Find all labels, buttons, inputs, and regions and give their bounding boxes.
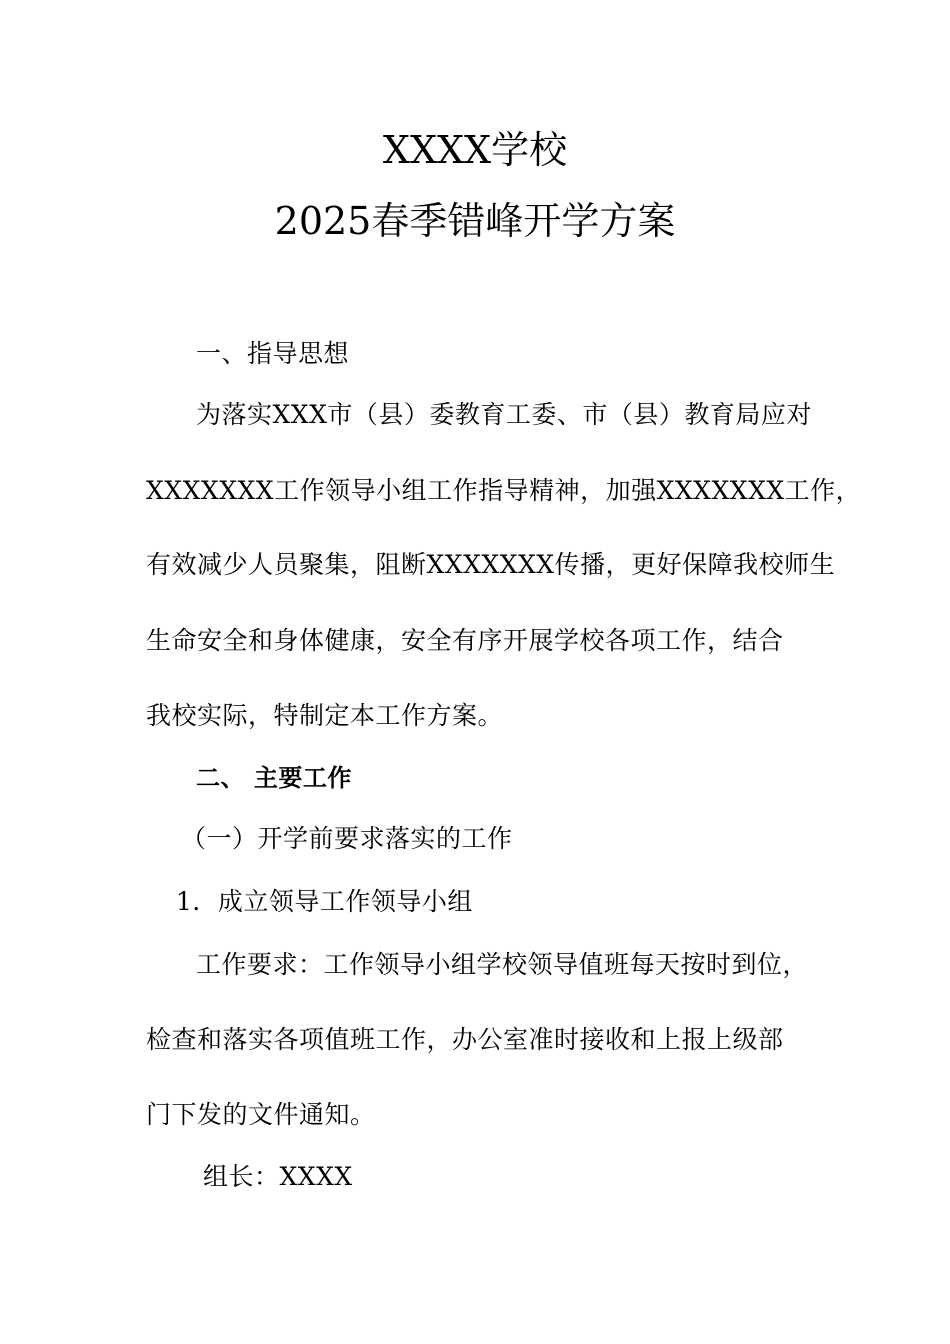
paragraph-line: 为落实XXX市（县）委教育工委、市（县）教育局应对 (196, 400, 812, 429)
paragraph-line: 生命安全和身体健康，安全有序开展学校各项工作，结合 (146, 626, 784, 655)
document-title-school: XXXX学校 (382, 128, 568, 172)
subsection-heading: （一）开学前要求落实的工作 (181, 824, 513, 853)
paragraph-line: 我校实际，特制定本工作方案。 (146, 701, 504, 730)
paragraph-line: XXXXXXX工作领导小组工作指导精神，加强XXXXXXX工作， (146, 476, 862, 505)
section-heading-main-work: 二、 主要工作 (196, 764, 352, 792)
list-item-heading: 1．成立领导工作领导小组 (176, 887, 473, 916)
requirement-line: 门下发的文件通知。 (146, 1100, 376, 1129)
section-heading-guiding-ideology: 一、指导思想 (196, 339, 350, 368)
team-leader-line: 组长：XXXX (203, 1162, 353, 1191)
requirement-line: 工作要求：工作领导小组学校领导值班每天按时到位， (196, 950, 809, 979)
document-title-plan: 2025春季错峰开学方案 (274, 199, 676, 243)
requirement-line: 检查和落实各项值班工作，办公室准时接收和上报上级部 (146, 1025, 784, 1054)
paragraph-line: 有效减少人员聚集，阻断XXXXXXX传播，更好保障我校师生 (146, 550, 836, 579)
